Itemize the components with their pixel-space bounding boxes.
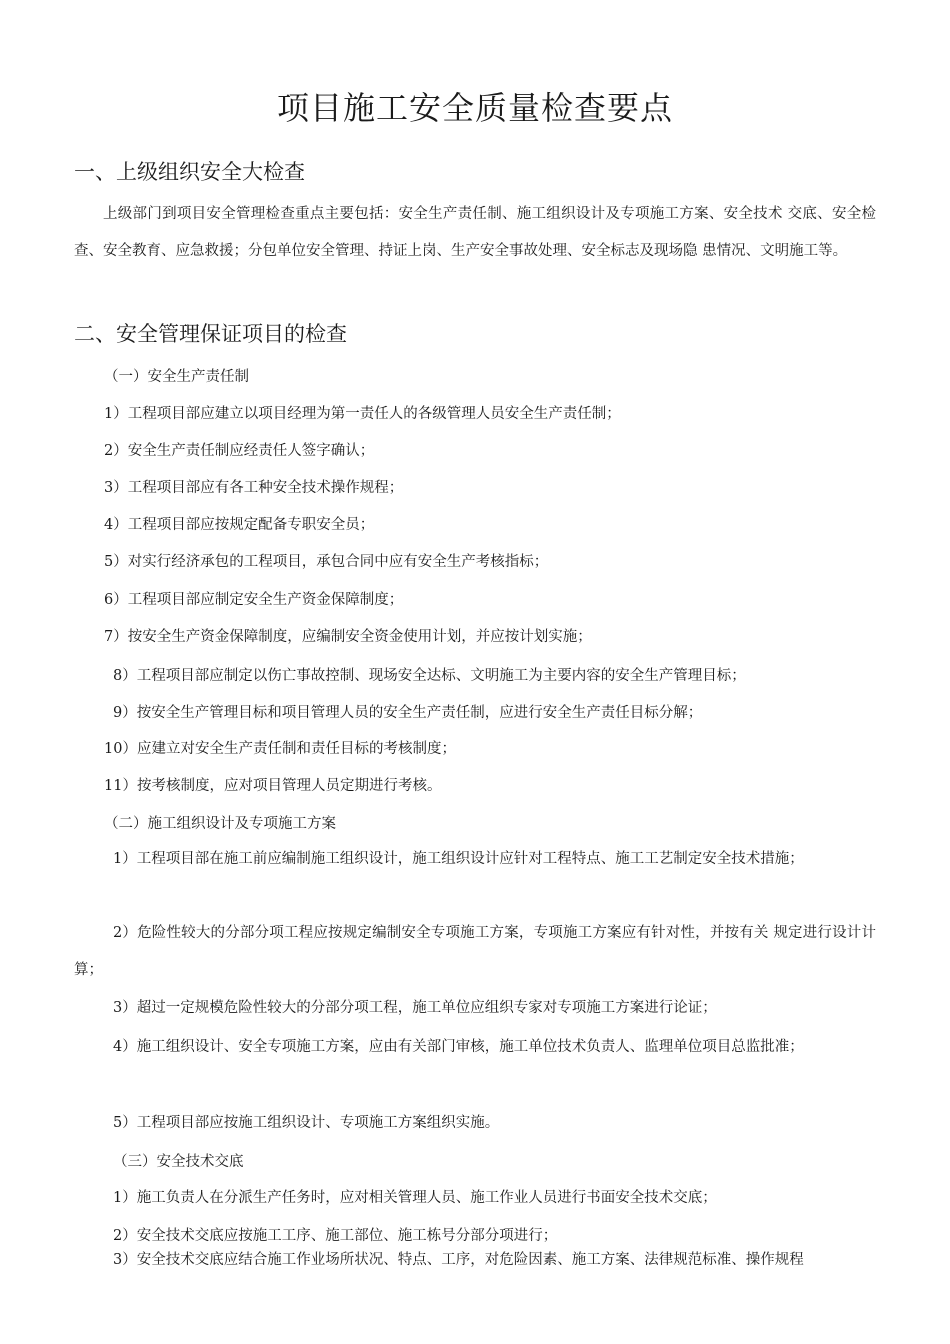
list-item: 1）工程项目部在施工前应编制施工组织设计，施工组织设计应针对工程特点、施工工艺制定安全技术措施； (113, 851, 804, 867)
list-item: 1）工程项目部应建立以项目经理为第一责任人的各级管理人员安全生产责任制； (104, 406, 621, 422)
list-item: 8）工程项目部应制定以伤亡事故控制、现场安全达标、文明施工为主要内容的安全生产管理目标； (113, 668, 746, 684)
list-item: 2）安全生产责任制应经责任人签字确认； (104, 443, 375, 459)
list-item: 1）施工负责人在分派生产任务时，应对相关管理人员、施工作业人员进行书面安全技术交底； (113, 1190, 717, 1206)
list-item: 4）工程项目部应按规定配备专职安全员； (104, 517, 375, 533)
list-item: 5）对实行经济承包的工程项目，承包合同中应有安全生产考核指标； (104, 554, 549, 570)
list-item: 6）工程项目部应制定安全生产资金保障制度； (104, 592, 404, 608)
list-item: 5）工程项目部应按施工组织设计、专项施工方案组织实施。 (113, 1115, 500, 1131)
subsection-1-heading: （一）安全生产责任制 (104, 369, 249, 385)
list-item: 11）按考核制度，应对项目管理人员定期进行考核。 (104, 778, 442, 794)
list-item: 3）超过一定规模危险性较大的分部分项工程，施工单位应组织专家对专项施工方案进行论证； (113, 1000, 717, 1016)
section-2-heading: 二、安全管理保证项目的检查 (74, 322, 347, 346)
subsection-3-heading: （三）安全技术交底 (113, 1154, 244, 1170)
section-1-heading: 一、上级组织安全大检查 (74, 160, 305, 184)
list-item: 4）施工组织设计、安全专项施工方案，应由有关部门审核，施工单位技术负责人、监理单位项目总监批准； (113, 1039, 804, 1055)
list-item: 3）安全技术交底应结合施工作业场所状况、特点、工序，对危险因素、施工方案、法律规范标准、操作规程 (113, 1252, 804, 1268)
list-item: 2）危险性较大的分部分项工程应按规定编制安全专项施工方案，专项施工方案应有针对性，并按有关 规定进行设计计算； (74, 925, 876, 978)
list-item: 9）按安全生产管理目标和项目管理人员的安全生产责任制，应进行安全生产责任目标分解； (113, 705, 703, 721)
subsection-2-heading: （二）施工组织设计及专项施工方案 (104, 816, 336, 832)
document-title: 项目施工安全质量检查要点 (276, 89, 673, 127)
section-1-paragraph: 上级部门到项目安全管理检查重点主要包括：安全生产责任制、施工组织设计及专项施工方案、安全技术 交底、安全检查、安全教育、应急救援；分包单位安全管理、持证上岗、生产安全事故处理、安全标志及现场隐 患情况、文明施工等。 (74, 206, 876, 259)
list-item: 2）安全技术交底应按施工工序、施工部位、施工栋号分部分项进行； (113, 1228, 558, 1244)
list-item: 7）按安全生产资金保障制度，应编制安全资金使用计划，并应按计划实施； (104, 629, 592, 645)
list-item: 3）工程项目部应有各工种安全技术操作规程； (104, 480, 404, 496)
list-item: 10）应建立对安全生产责任制和责任目标的考核制度； (104, 741, 456, 757)
